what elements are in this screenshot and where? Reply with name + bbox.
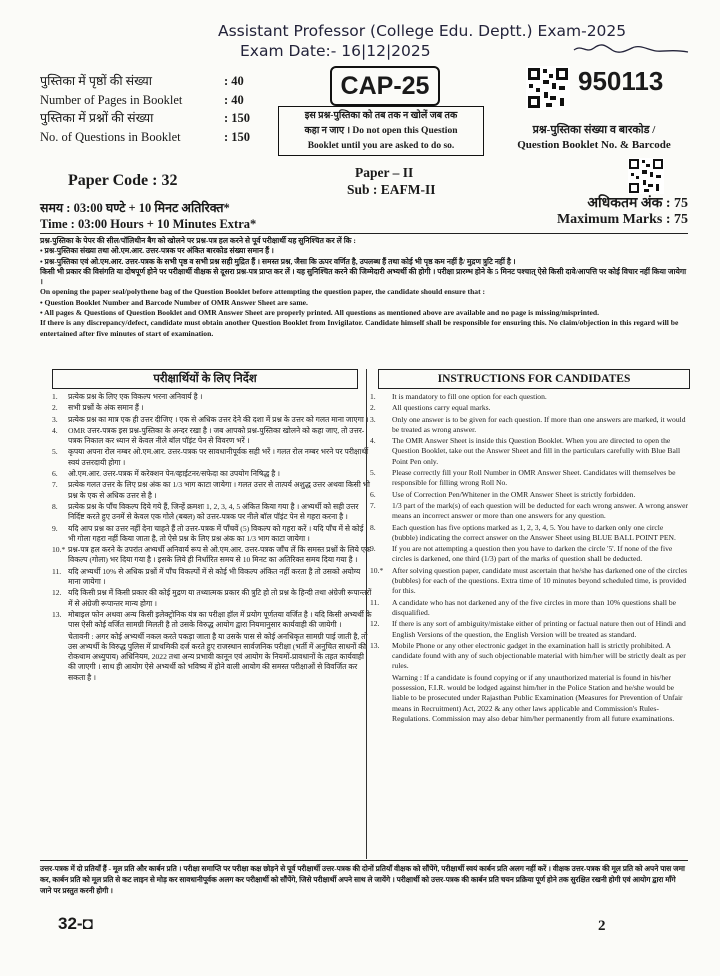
- handwritten-exam-title: Assistant Professor (College Edu. Deptt.) Exam-2025: [218, 22, 627, 40]
- subject: Sub : EAFM-II: [347, 182, 436, 197]
- instruction-text: OMR उत्तर-पत्रक इस प्रश्न-पुस्तिका के अन्दर रखा है । जब आपको प्रश्न-पुस्तिका खोलने को कहा जाए, तो उत्तर-पत्रक निकाल कर ध्यान से केवल नीले बॉल पॉइंट पेन से विवरण भरें ।: [68, 425, 365, 446]
- meta-label: पुस्तिका में पृष्ठों की संख्या: [40, 74, 152, 88]
- checklist-line: • All pages & Questions of Question Booklet and OMR Answer Sheet are properly printed. All questions as mentioned above are available and no page is missing/misprinted.: [40, 308, 600, 318]
- instruction-text: यदि अभ्यर्थी 10% से अधिक प्रश्नों में पाँच विकल्पों में से कोई भी विकल्प अंकित नहीं करता है तो उसको अयोग्य माना जायेगा ।: [68, 566, 361, 587]
- instruction-text: Mobile Phone or any other electronic gadget in the examination hall is strictly prohibited. A candidate found with any of such objectionable material with him/her will be strictly dealt as per rules.: [392, 640, 686, 671]
- instruction-text: Warning : If a candidate is found copying or if any unauthorized material is found in his/her possession, F.I.R. would be lodged against him/her in the Police Station and he/she would be liable to be prosecuted under Rajasthan Public Examination (Measures for Prevention of Unfair means in Recruitment) Act, 2022 & any other laws applicable and Commission's Rules-Regulations. Commission may also debar him/her permanently from all future examinations.: [392, 672, 683, 723]
- instruction-text: Only one answer is to be given for each question. If more than one answers are marked, it would be treated as wrong answer.: [392, 414, 686, 434]
- instruction-item: [52, 403, 372, 413]
- marks-english: Maximum Marks : 75: [556, 212, 688, 227]
- time-allowed: [40, 200, 256, 232]
- instruction-item: [52, 588, 372, 609]
- meta-value: : 150: [224, 111, 251, 125]
- meta-value: : 40: [224, 92, 244, 107]
- instruction-text: प्रत्येक प्रश्न के लिए एक विकल्प भरना अनिवार्य है ।: [68, 392, 203, 401]
- page-number: 2: [598, 918, 606, 934]
- instruction-text: If you are not attempting a question then you have to darken the circle '5'. If none of the five circles is darkened, one third (1/3) part of the marks of question shall be deducted.: [392, 544, 673, 564]
- paper-code: Paper Code : 32: [68, 172, 178, 189]
- column-divider: [366, 369, 367, 859]
- instruction-item: [370, 619, 690, 640]
- instruction-item: [52, 567, 372, 588]
- instruction-item: [52, 610, 372, 631]
- instruction-number: 9.: [52, 523, 58, 533]
- instruction-text: कृपया अपना रोल नम्बर ओ.एम.आर. उत्तर-पत्रक पर सावधानीपूर्वक सही भरें । गलत रोल नम्बर भरने पर परीक्षार्थी स्वयं उत्तरदायी होगा ।: [68, 447, 369, 467]
- barcode-label: [484, 123, 704, 153]
- notice-line: Booklet until you are asked to do so.: [307, 141, 455, 151]
- instruction-item: [370, 501, 690, 522]
- instruction-item: [370, 523, 690, 544]
- instruction-item: [52, 545, 372, 566]
- notice-line: कहा न जाए । Do not open this Question: [304, 126, 458, 136]
- instruction-text: It is mandatory to fill one option for each question.: [392, 392, 547, 401]
- instruction-text: प्रश्न-पत्र हल करने के उपरांत अभ्यर्थी अनिवार्य रूप से ओ.एम.आर. उत्तर-पत्रक जाँच लें कि समस्त प्रश्नों के लिये एक विकल्प (गोला) भर दिया गया है । इसके लिये ही निर्धारित समय से 10 मिनट का अतिरिक्त समय दिया गया है ।: [68, 545, 371, 565]
- hindi-instructions: [52, 369, 372, 684]
- instruction-number: 1.: [370, 392, 376, 401]
- barcode-label-english: Question Booklet No. & Barcode: [517, 139, 671, 151]
- instruction-text: यदि आप प्रश्न का उत्तर नहीं देना चाहते हैं तो उत्तर-पत्रक में पाँचवें (5) विकल्प को गहरा करें । यदि पाँच में से कोई भी गोला गहरा नहीं किया जाता है, तो ऐसे प्रश्न के लिए प्रश्न अंक का 1/3 भाग काटा जायेगा ।: [68, 523, 364, 543]
- instruction-text: After solving question paper, candidate must ascertain that he/she has darkened one of the circles (bubbles) for each of the questions. Extra time of 10 minutes beyond scheduled time, is provided for this.: [392, 565, 688, 596]
- meta-label: पुस्तिका में प्रश्नों की संख्या: [40, 111, 154, 125]
- instruction-text: Each question has five options marked as 1, 2, 3, 4, 5. You have to darken only one circle (bubble) indicating the correct answer on the Answer Sheet using BLUE BALL POINT PEN.: [392, 522, 676, 542]
- instruction-item: [52, 469, 372, 479]
- instruction-item: [370, 415, 690, 436]
- booklet-serial-number: 950113: [578, 66, 664, 96]
- meta-row: [40, 72, 250, 91]
- english-instructions: [370, 369, 690, 725]
- instruction-text: A candidate who has not darkened any of the five circles in more than 10% questions shall be disqualified.: [392, 597, 677, 617]
- instruction-number: 1.: [52, 392, 58, 401]
- instruction-number: [370, 673, 392, 724]
- instruction-item: [52, 415, 372, 425]
- instruction-text: प्रत्येक प्रश्न के पाँच विकल्प दिये गये हैं, जिन्हें क्रमशः 1, 2, 3, 4, 5 अंकित किया गया है । अभ्यर्थी को सही उत्तर निर्दिष्ट करते हुए उनमें से केवल एक गोले (बबल) को उत्तर-पत्रक पर नीले बॉल पॉइंट पेन से गहरा करना है ।: [68, 501, 359, 522]
- answer-sheet-copy-notice: उत्तर-पत्रक में दो प्रतियाँ हैं - मूल प्रति और कार्बन प्रति । परीक्षा समाप्ति पर परीक्षा कक्ष छोड़ने से पूर्व परीक्षार्थी उत्तर-पत्रक की दोनों प्रतियाँ वीक्षक को सौंपेंगे, परीक्षार्थी स्वयं कार्बन प्रति अलग नहीं करें । वीक्षक उत्तर-पत्रक की मूल प्रति को अपने पास जमा कर, कार्बन प्रति को मूल प्रति से कट लाइन से मोड़ कर सावधानीपूर्वक अलग कर परीक्षार्थी को सौंपेंगे, जिसे परीक्षार्थी अपने साथ ले जायेंगे । परीक्षार्थी को उत्तर-पत्रक की कार्बन प्रति चयन प्रक्रिया पूर्ण होने तक सुरक्षित रखनी होगी एवं आयोग द्वारा माँगे जाने पर प्रस्तुत करनी होगी ।: [40, 864, 685, 895]
- instruction-text: 1/3 part of the mark(s) of each question will be deducted for each wrong answer. A wrong answer means an incorrect answer or more than one answers for any question.: [392, 500, 689, 521]
- instruction-text: प्रत्येक गलत उत्तर के लिए प्रश्न अंक का 1/3 भाग काटा जायेगा । गलत उत्तर से तात्पर्य अशुद्ध उत्तर अथवा किसी भी प्रश्न के एक से अधिक उत्तर से है ।: [68, 480, 370, 500]
- instruction-text: चेतावनी : अगर कोई अभ्यर्थी नकल करते पकड़ा जाता है या उसके पास से कोई अनधिकृत सामग्री पाई जाती है, तो उस अभ्यर्थी के विरुद्ध पुलिस में प्राथमिकी दर्ज करते हुए राजस्थान सार्वजनिक परीक्षा (भर्ती में अनुचित साधनों की रोकथाम अध्युपाय) अधिनियम, 2022 तथा अन्य प्रभावी कानून एवं आयोग के नियमों-प्रावधानों के तहत कार्यवाही की जाएगी । साथ ही आयोग ऐसे अभ्यर्थी को भविष्य में होने वाली आयोग की समस्त परीक्षाओं से विवर्जित कर सकता है ।: [68, 631, 368, 682]
- instruction-number: 4.: [370, 436, 376, 446]
- english-instructions-header: INSTRUCTIONS FOR CANDIDATES: [378, 369, 690, 389]
- instruction-number: 12.: [370, 619, 380, 629]
- instruction-text: यदि किसी प्रश्न में किसी प्रकार की कोई मुद्रण या तथ्यात्मक प्रकार की त्रुटि हो तो प्रश्न के हिन्दी तथा अंग्रेजी रूपान्तरों में से अंग्रेजी रूपान्तर मान्य होगा ।: [68, 588, 372, 608]
- instruction-text: The OMR Answer Sheet is inside this Question Booklet. When you are directed to open the Question Booklet, take out the Answer Sheet and fill in the particulars carefully with Blue Ball Point Pen only.: [392, 436, 681, 466]
- meta-value: : 40: [224, 74, 244, 88]
- instruction-number: 13.: [52, 609, 62, 619]
- handwritten-signature: [572, 38, 692, 60]
- booklet-meta: [40, 72, 250, 146]
- checklist-line: • Question Booklet Number and Barcode Number of OMR Answer Sheet are same.: [40, 297, 308, 307]
- instruction-number: 3.: [52, 414, 58, 424]
- instruction-text: Use of Correction Pen/Whitener in the OMR Answer Sheet is strictly forbidden.: [392, 489, 636, 499]
- instruction-text: ओ.एम.आर. उत्तर-पत्रक में करेक्शन पेन/व्हाईटनर/सफेदा का उपयोग निषिद्ध है ।: [68, 469, 281, 479]
- instruction-text: All questions carry equal marks.: [392, 403, 491, 413]
- hindi-instructions-header: परीक्षार्थियों के लिए निर्देश: [52, 369, 358, 389]
- instruction-number: 10.*: [52, 545, 66, 555]
- instruction-number: 5.: [52, 447, 58, 457]
- instruction-number: 7.: [370, 500, 376, 510]
- instruction-item: [52, 447, 372, 468]
- instruction-number: 9.: [370, 544, 376, 554]
- meta-value: : 150: [224, 129, 251, 144]
- instruction-item: [52, 480, 372, 501]
- instruction-text: प्रत्येक प्रश्न का मात्र एक ही उत्तर दीजिए । एक से अधिक उत्तर देने की दशा में प्रश्न के उत्तर को गलत माना जाएगा ।: [68, 414, 369, 424]
- instruction-item: [52, 392, 372, 402]
- instruction-number: 2.: [52, 403, 58, 413]
- time-english: Time : 03:00 Hours + 10 Minutes Extra*: [40, 217, 257, 231]
- checklist-line: • प्रश्न-पुस्तिका संख्या तथा ओ.एम.आर. उत्तर-पत्रक पर अंकित बारकोड संख्या समान हैं ।: [40, 246, 274, 256]
- instruction-item: [52, 524, 372, 545]
- checklist-line: If there is any discrepancy/defect, candidate must obtain another Question Booklet from Invigilator. Candidate himself shall be responsible for ensuring this. No claim/objection in this regard will be entertained after five minutes of start of examination.: [40, 318, 679, 338]
- instruction-number: 12.: [52, 588, 62, 598]
- time-hindi: समय : 03:00 घण्टे + 10 मिनट अतिरिक्त*: [40, 201, 230, 215]
- checklist-line: • प्रश्न-पुस्तिका एवं ओ.एम.आर. उत्तर-पत्रक के सभी पृष्ठ व सभी प्रश्न सही मुद्रित हैं । समस्त प्रश्न, जैसा कि ऊपर वर्णित है, उपलब्ध हैं तथा कोई भी पृष्ठ कम नहीं है/ मुद्रण त्रुटि नहीं है ।: [40, 256, 516, 266]
- pre-exam-checklist: [40, 236, 688, 339]
- paper-info: [347, 164, 436, 198]
- hindi-instruction-list: [52, 392, 372, 683]
- paper-number: Paper – II: [355, 165, 414, 180]
- qr-code-icon: [526, 66, 570, 110]
- page-code: 32-◘: [58, 914, 93, 933]
- instruction-text: If there is any sort of ambiguity/mistake either of printing or factual nature then out of Hindi and English Versions of the question, the English Version will be treated as standard.: [392, 619, 686, 639]
- instruction-number: 2.: [370, 403, 376, 413]
- instruction-number: 8.: [370, 522, 376, 532]
- instruction-item: [370, 544, 690, 565]
- instruction-number: [52, 632, 68, 683]
- divider: [40, 233, 688, 234]
- meta-label: No. of Questions in Booklet: [40, 129, 181, 144]
- instruction-text: Please correctly fill your Roll Number in OMR Answer Sheet. Candidates will themselves be responsible for filling wrong Roll No.: [392, 468, 676, 488]
- instruction-number: 6.: [370, 489, 376, 499]
- english-instruction-list: [370, 392, 690, 724]
- checklist-line: प्रश्न-पुस्तिका के पेपर की सील/पॉलिथीन बैग को खोलने पर प्रश्न-पत्र हल करने से पूर्व परीक्षार्थी यह सुनिश्चित कर लें कि :: [40, 236, 356, 245]
- barcode-icon: [628, 158, 664, 194]
- notice-line: इस प्रश्न-पुस्तिका को तब तक न खोलें जब तक: [304, 111, 458, 121]
- instruction-number: 11.: [52, 566, 62, 576]
- instruction-item: [370, 436, 690, 467]
- meta-label: Number of Pages in Booklet: [40, 92, 183, 107]
- instruction-text: सभी प्रश्नों के अंक समान हैं ।: [68, 403, 144, 413]
- maximum-marks: [498, 196, 688, 228]
- instruction-number: 8.: [52, 501, 58, 511]
- instruction-item: [370, 468, 690, 489]
- instruction-text: मोबाइल फोन अथवा अन्य किसी इलेक्ट्रोनिक यंत्र का परीक्षा हॉल में प्रयोग पूर्णतया वर्जित है । यदि किसी अभ्यर्थी के पास ऐसी कोई वर्जित सामग्री मिलती है तो उसके विरुद्ध आयोग द्वारा नियमानुसार कार्यवाही की जायेगी ।: [68, 609, 372, 630]
- instruction-number: 5.: [370, 468, 376, 478]
- instruction-number: 4.: [52, 425, 58, 435]
- instruction-item: [370, 641, 690, 672]
- meta-row: [40, 128, 250, 147]
- barcode-label-hindi: प्रश्न-पुस्तिका संख्या व बारकोड /: [532, 124, 656, 136]
- checklist-line: किसी भी प्रकार की विसंगति या दोषपूर्ण होने पर परीक्षार्थी वीक्षक से दूसरा प्रश्न-पत्र प्राप्त कर लें । यह सुनिश्चित करने की जिम्मेदारी अभ्यर्थी की होगी । परीक्षा प्रारम्भ होने के 5 मिनट पश्चात् ऐसे किसी दावे/आपत्ति पर कोई विचार नहीं किया जायेगा ।: [40, 266, 687, 287]
- instruction-item: [370, 392, 690, 402]
- instruction-item: [52, 632, 372, 683]
- marks-hindi: अधिकतम अंक : 75: [587, 196, 688, 211]
- instruction-number: 10.*: [370, 565, 384, 575]
- instruction-number: 13.: [370, 640, 380, 650]
- meta-row: [40, 109, 250, 128]
- instruction-number: 7.: [52, 480, 58, 490]
- meta-row: [40, 91, 250, 110]
- instruction-item: [370, 673, 690, 724]
- do-not-open-notice: [278, 106, 484, 156]
- handwritten-exam-date: Exam Date:- 16|12|2025: [240, 42, 431, 60]
- instruction-item: [52, 502, 372, 523]
- instruction-number: 6.: [52, 469, 58, 479]
- instruction-item: [370, 490, 690, 500]
- instruction-item: [52, 426, 372, 447]
- divider: [40, 860, 688, 861]
- instruction-number: 3.: [370, 414, 376, 424]
- instruction-item: [370, 403, 690, 413]
- checklist-line: On opening the paper seal/polythene bag of the Question Booklet before attempting the question paper, the candidate should ensure that :: [40, 287, 486, 297]
- series-code-box: CAP-25: [330, 66, 440, 106]
- instruction-item: [370, 566, 690, 597]
- instruction-number: 11.: [370, 597, 380, 607]
- instruction-item: [370, 598, 690, 619]
